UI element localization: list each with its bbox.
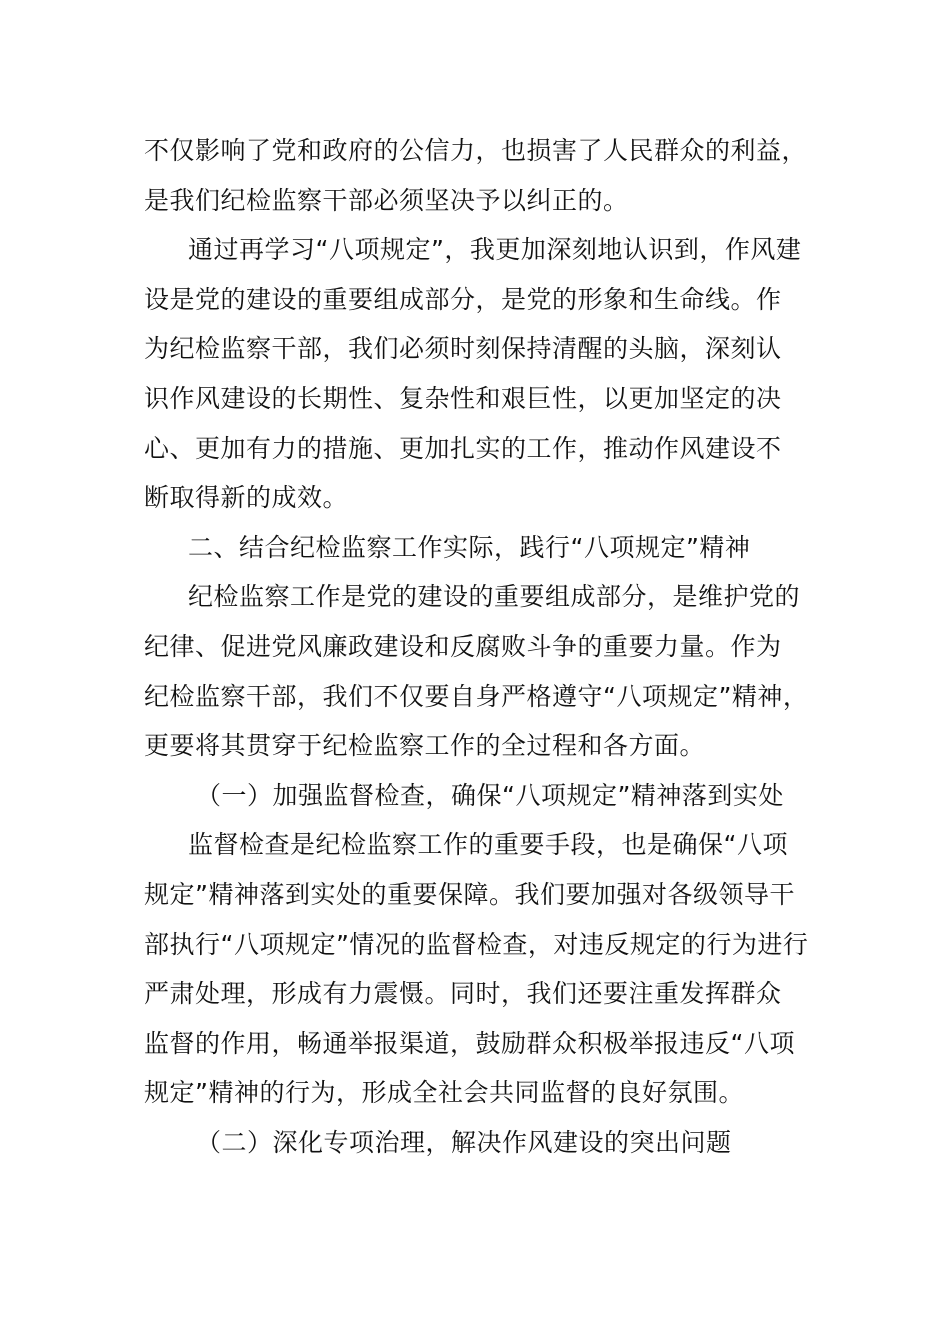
paragraph-start-line: 纪检监察工作是党的建设的重要组成部分，是维护党的	[188, 582, 801, 612]
text-line: 设是党的建设的重要组成部分，是党的形象和生命线。作	[144, 284, 782, 314]
text-line: 是我们纪检监察干部必须坚决予以纠正的。	[144, 185, 629, 215]
text-line: 不仅影响了党和政府的公信力，也损害了人民群众的利益，	[144, 136, 808, 165]
text-line: 识作风建设的长期性、复杂性和艰巨性，以更加坚定的决	[144, 383, 782, 413]
subsection-heading: （二）深化专项治理，解决作风建设的突出问题	[196, 1127, 732, 1157]
text-line: 为纪检监察干部，我们必须时刻保持清醒的头脑，深刻认	[144, 334, 782, 364]
text-line: 规定”精神落到实处的重要保障。我们要加强对各级领导干	[144, 879, 795, 909]
text-line: 部执行“八项规定”情况的监督检查，对违反规定的行为进行	[144, 929, 809, 959]
text-line: 纪律、促进党风廉政建设和反腐败斗争的重要力量。作为	[144, 631, 782, 661]
paragraph-start-line: 通过再学习“八项规定”，我更加深刻地认识到，作风建	[188, 235, 802, 265]
paragraph-start-line: 监督检查是纪检监察工作的重要手段，也是确保“八项	[188, 830, 788, 860]
section-heading: 二、结合纪检监察工作实际，践行“八项规定”精神	[188, 532, 751, 562]
text-line: 心、更加有力的措施、更加扎实的工作，推动作风建设不	[144, 433, 782, 463]
text-line: 更要将其贯穿于纪检监察工作的全过程和各方面。	[144, 731, 706, 761]
subsection-heading: （一）加强监督检查，确保“八项规定”精神落到实处	[196, 780, 784, 810]
text-line: 严肃处理，形成有力震慑。同时，我们还要注重发挥群众	[144, 979, 782, 1009]
document-body	[144, 126, 809, 1167]
text-line: 监督的作用，畅通举报渠道，鼓励群众积极举报违反“八项	[144, 1028, 795, 1058]
text-line: 规定”精神的行为，形成全社会共同监督的良好氛围。	[144, 1078, 744, 1108]
text-line: 断取得新的成效。	[144, 483, 349, 513]
text-line: 纪检监察干部，我们不仅要自身严格遵守“八项规定”精神，	[144, 681, 809, 711]
